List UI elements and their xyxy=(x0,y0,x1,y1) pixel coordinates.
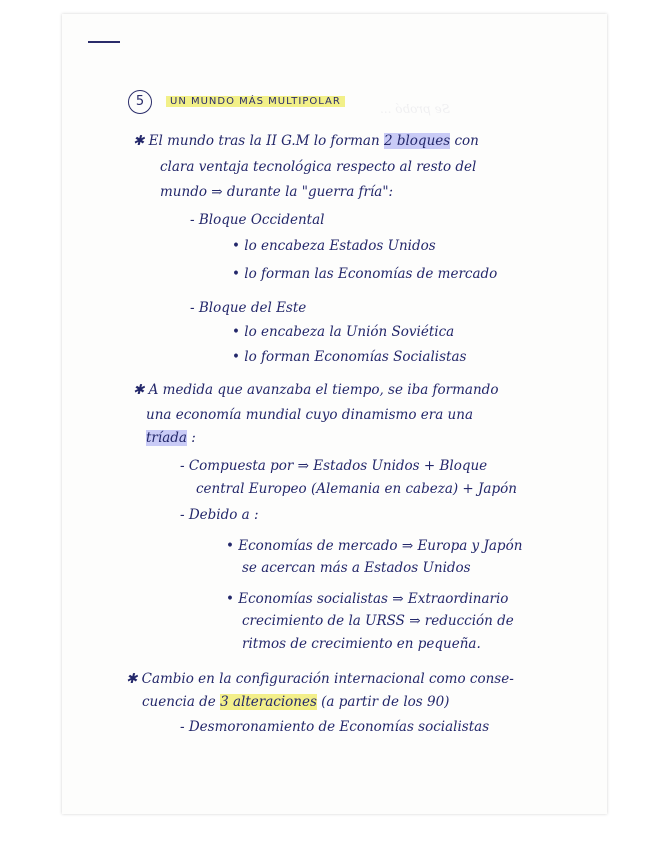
note-line-23: - Desmoronamiento de Economías socialistas xyxy=(180,719,490,735)
note-line-8: • lo encabeza la Unión Soviética xyxy=(232,324,455,340)
note-line-19: crecimiento de la URSS ⇒ reducción de xyxy=(242,613,514,629)
note-line-22 xyxy=(142,694,449,710)
note-line-20: ritmos de crecimiento en pequeña. xyxy=(242,636,481,652)
note-line-1 xyxy=(133,133,479,149)
note-text: El mundo tras la II G.M lo forman xyxy=(148,133,384,149)
note-line-7: - Bloque del Este xyxy=(190,300,307,316)
page-corner-mark xyxy=(88,41,120,43)
note-line-5: • lo encabeza Estados Unidos xyxy=(232,238,436,254)
note-text: (a partir de los 90) xyxy=(316,694,450,710)
bleed-through-text: Se probó ... xyxy=(380,102,450,116)
note-line-16: • Economías de mercado ⇒ Europa y Japón xyxy=(226,538,523,554)
note-line-21 xyxy=(126,671,514,687)
note-line-6: • lo forman las Economías de mercado xyxy=(232,266,498,282)
asterisk-bullet: ✱ xyxy=(133,133,145,149)
note-text: Cambio en la configuración internacional como conse- xyxy=(141,671,514,687)
note-line-9: • lo forman Economías Socialistas xyxy=(232,349,467,365)
note-line-11: una economía mundial cuyo dinamismo era una xyxy=(146,407,473,423)
note-line-15: - Debido a : xyxy=(180,507,259,523)
note-text: cuencia de xyxy=(142,694,221,710)
note-line-4: - Bloque Occidental xyxy=(190,212,325,228)
note-line-10 xyxy=(133,382,498,398)
asterisk-bullet: ✱ xyxy=(126,671,138,687)
section-title: UN MUNDO MÁS MULTIPOLAR xyxy=(166,96,345,107)
highlighted-text: 2 bloques xyxy=(383,133,451,149)
highlighted-text: 3 alteraciones xyxy=(220,694,317,710)
note-line-3: mundo ⇒ durante la "guerra fría": xyxy=(160,184,394,200)
note-line-18: • Economías socialistas ⇒ Extraordinario xyxy=(226,591,509,607)
asterisk-bullet: ✱ xyxy=(133,382,145,398)
note-text: : xyxy=(186,430,196,446)
note-line-2: clara ventaja tecnológica respecto al resto del xyxy=(160,159,477,175)
section-number-circle: 5 xyxy=(128,90,152,114)
note-line-13: - Compuesta por ⇒ Estados Unidos + Bloque xyxy=(180,458,488,474)
note-line-14: central Europeo (Alemania en cabeza) + Japón xyxy=(196,481,517,497)
note-text: con xyxy=(450,133,479,149)
highlighted-text: tríada xyxy=(146,430,187,446)
note-line-17: se acercan más a Estados Unidos xyxy=(242,560,471,576)
note-line-12 xyxy=(146,430,196,446)
note-text: A medida que avanzaba el tiempo, se iba formando xyxy=(148,382,499,398)
